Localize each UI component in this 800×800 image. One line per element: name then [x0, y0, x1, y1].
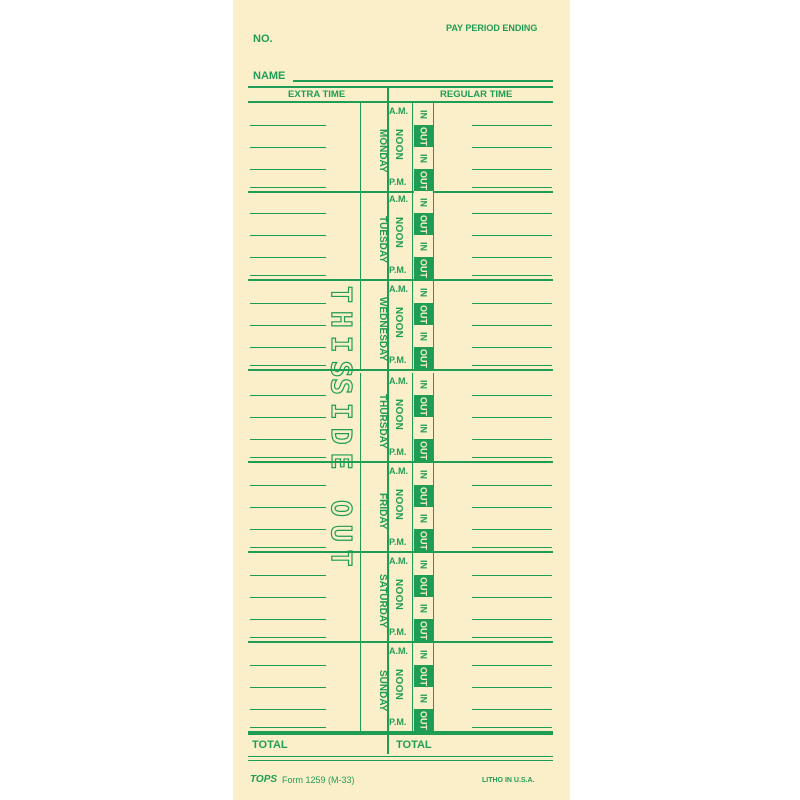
- noon-label: NOON: [393, 307, 404, 339]
- out-badge: OUT: [414, 303, 433, 325]
- pm-label: P.M.: [389, 355, 407, 365]
- out-badge: OUT: [414, 257, 433, 279]
- badge-divider: [433, 191, 434, 279]
- watermark-this: THIS: [325, 286, 358, 386]
- pay-period-label: PAY PERIOD ENDING: [446, 23, 538, 33]
- litho-label: LITHO IN U.S.A.: [482, 777, 535, 784]
- day-label: FRIDAY: [377, 492, 388, 530]
- regular-time-entry-line[interactable]: [472, 507, 552, 508]
- in-badge: IN: [414, 463, 433, 485]
- extra-time-entry-line[interactable]: [250, 235, 326, 236]
- badge-divider: [433, 643, 434, 731]
- day-row-divider: [248, 191, 553, 193]
- out-badge: OUT: [414, 485, 433, 507]
- regular-time-entry-line[interactable]: [472, 187, 552, 188]
- am-label: A.M.: [389, 194, 408, 204]
- extra-time-entry-line[interactable]: [250, 417, 326, 418]
- header-divider: [248, 86, 553, 88]
- regular-time-heading: REGULAR TIME: [440, 89, 513, 100]
- in-badge: IN: [414, 147, 433, 169]
- form-number: Form 1259 (M-33): [282, 775, 355, 785]
- extra-time-entry-line[interactable]: [250, 727, 326, 728]
- day-label-divider: [360, 373, 361, 461]
- day-label-divider: [360, 281, 361, 369]
- day-label: TUESDAY: [377, 215, 388, 263]
- column-header-divider: [248, 101, 553, 103]
- extra-time-entry-line[interactable]: [250, 147, 326, 148]
- extra-time-entry-line[interactable]: [250, 575, 326, 576]
- slot-divider: [412, 373, 413, 461]
- footer-line-2: [248, 760, 553, 761]
- day-label: MONDAY: [377, 129, 388, 173]
- out-badge: OUT: [414, 395, 433, 417]
- am-label: A.M.: [389, 284, 408, 294]
- out-badge: OUT: [414, 709, 433, 731]
- slot-divider: [412, 103, 413, 191]
- regular-time-entry-line[interactable]: [472, 213, 552, 214]
- watermark-out: OUT: [325, 500, 358, 575]
- extra-time-entry-line[interactable]: [250, 665, 326, 666]
- slot-divider: [412, 191, 413, 279]
- regular-time-entry-line[interactable]: [472, 125, 552, 126]
- pm-label: P.M.: [389, 447, 407, 457]
- in-badge: IN: [414, 325, 433, 347]
- regular-time-entry-line[interactable]: [472, 257, 552, 258]
- footer-line-1: [248, 756, 553, 757]
- am-label: A.M.: [389, 466, 408, 476]
- day-row-divider: [248, 369, 553, 371]
- day-label-divider: [360, 553, 361, 641]
- noon-label: NOON: [393, 129, 404, 161]
- extra-time-entry-line[interactable]: [250, 457, 326, 458]
- extra-time-entry-line[interactable]: [250, 507, 326, 508]
- noon-label: NOON: [393, 399, 404, 431]
- in-badge: IN: [414, 281, 433, 303]
- day-row-divider: [248, 551, 553, 553]
- noon-label: NOON: [393, 579, 404, 611]
- regular-time-entry-line[interactable]: [472, 709, 552, 710]
- watermark-side: SIDE: [325, 378, 358, 478]
- regular-time-entry-line[interactable]: [472, 547, 552, 548]
- extra-time-entry-line[interactable]: [250, 529, 326, 530]
- badge-divider: [433, 103, 434, 191]
- extra-time-entry-line[interactable]: [250, 637, 326, 638]
- in-badge: IN: [414, 687, 433, 709]
- slot-divider: [412, 281, 413, 369]
- day-label: SATURDAY: [377, 574, 388, 628]
- day-label: SUNDAY: [377, 670, 388, 712]
- extra-time-entry-line[interactable]: [250, 303, 326, 304]
- day-label: WEDNESDAY: [377, 296, 388, 362]
- no-label: NO.: [253, 33, 273, 45]
- day-label-divider: [360, 463, 361, 551]
- am-label: A.M.: [389, 646, 408, 656]
- extra-time-entry-line[interactable]: [250, 547, 326, 548]
- total-right-label: TOTAL: [396, 739, 432, 751]
- regular-time-entry-line[interactable]: [472, 637, 552, 638]
- out-badge: OUT: [414, 169, 433, 191]
- extra-time-entry-line[interactable]: [250, 365, 326, 366]
- out-badge: OUT: [414, 213, 433, 235]
- in-badge: IN: [414, 553, 433, 575]
- regular-time-entry-line[interactable]: [472, 439, 552, 440]
- regular-time-entry-line[interactable]: [472, 727, 552, 728]
- regular-time-entry-line[interactable]: [472, 395, 552, 396]
- badge-divider: [433, 553, 434, 641]
- in-badge: IN: [414, 417, 433, 439]
- slot-divider: [412, 643, 413, 731]
- extra-time-entry-line[interactable]: [250, 439, 326, 440]
- slot-divider: [412, 553, 413, 641]
- am-label: A.M.: [389, 106, 408, 116]
- extra-time-entry-line[interactable]: [250, 485, 326, 486]
- regular-time-entry-line[interactable]: [472, 417, 552, 418]
- regular-time-entry-line[interactable]: [472, 147, 552, 148]
- out-badge: OUT: [414, 347, 433, 369]
- tops-logo: TOPS: [250, 774, 278, 785]
- out-badge: OUT: [414, 125, 433, 147]
- pm-label: P.M.: [389, 537, 407, 547]
- regular-time-entry-line[interactable]: [472, 347, 552, 348]
- am-label: A.M.: [389, 376, 408, 386]
- day-label-divider: [360, 103, 361, 191]
- regular-time-entry-line[interactable]: [472, 169, 552, 170]
- total-divider: [248, 733, 553, 735]
- badge-divider: [433, 281, 434, 369]
- extra-time-entry-line[interactable]: [250, 325, 326, 326]
- regular-time-entry-line[interactable]: [472, 665, 552, 666]
- day-label: THURSDAY: [377, 393, 388, 449]
- extra-time-entry-line[interactable]: [250, 597, 326, 598]
- name-field-line[interactable]: [293, 80, 553, 82]
- out-badge: OUT: [414, 575, 433, 597]
- pm-label: P.M.: [389, 627, 407, 637]
- out-badge: OUT: [414, 439, 433, 461]
- am-label: A.M.: [389, 556, 408, 566]
- day-row-divider: [248, 641, 553, 643]
- noon-label: NOON: [393, 217, 404, 249]
- badge-divider: [433, 463, 434, 551]
- day-label-divider: [360, 643, 361, 731]
- extra-time-entry-line[interactable]: [250, 125, 326, 126]
- in-badge: IN: [414, 191, 433, 213]
- pm-label: P.M.: [389, 177, 407, 187]
- in-badge: IN: [414, 235, 433, 257]
- regular-time-entry-line[interactable]: [472, 687, 552, 688]
- out-badge: OUT: [414, 529, 433, 551]
- name-label: NAME: [253, 70, 286, 82]
- day-row-divider: [248, 461, 553, 463]
- total-left-label: TOTAL: [252, 739, 288, 751]
- regular-time-entry-line[interactable]: [472, 303, 552, 304]
- day-row-divider: [248, 279, 553, 281]
- in-badge: IN: [414, 373, 433, 395]
- regular-time-entry-line[interactable]: [472, 597, 552, 598]
- day-label-divider: [360, 191, 361, 279]
- regular-time-entry-line[interactable]: [472, 325, 552, 326]
- pm-label: P.M.: [389, 717, 407, 727]
- extra-time-entry-line[interactable]: [250, 187, 326, 188]
- in-badge: IN: [414, 507, 433, 529]
- extra-time-entry-line[interactable]: [250, 213, 326, 214]
- regular-time-entry-line[interactable]: [472, 365, 552, 366]
- in-badge: IN: [414, 597, 433, 619]
- in-badge: IN: [414, 103, 433, 125]
- out-badge: OUT: [414, 665, 433, 687]
- noon-label: NOON: [393, 669, 404, 701]
- regular-time-entry-line[interactable]: [472, 575, 552, 576]
- regular-time-entry-line[interactable]: [472, 457, 552, 458]
- noon-label: NOON: [393, 489, 404, 521]
- extra-time-entry-line[interactable]: [250, 169, 326, 170]
- extra-time-entry-line[interactable]: [250, 257, 326, 258]
- extra-time-entry-line[interactable]: [250, 709, 326, 710]
- extra-time-heading: EXTRA TIME: [288, 89, 346, 100]
- regular-time-entry-line[interactable]: [472, 485, 552, 486]
- extra-time-entry-line[interactable]: [250, 619, 326, 620]
- extra-time-entry-line[interactable]: [250, 347, 326, 348]
- extra-time-entry-line[interactable]: [250, 275, 326, 276]
- regular-time-entry-line[interactable]: [472, 235, 552, 236]
- regular-time-entry-line[interactable]: [472, 619, 552, 620]
- in-badge: IN: [414, 643, 433, 665]
- extra-time-entry-line[interactable]: [250, 395, 326, 396]
- regular-time-entry-line[interactable]: [472, 529, 552, 530]
- badge-divider: [433, 373, 434, 461]
- pm-label: P.M.: [389, 265, 407, 275]
- slot-divider: [412, 463, 413, 551]
- regular-time-entry-line[interactable]: [472, 275, 552, 276]
- extra-time-entry-line[interactable]: [250, 687, 326, 688]
- out-badge: OUT: [414, 619, 433, 641]
